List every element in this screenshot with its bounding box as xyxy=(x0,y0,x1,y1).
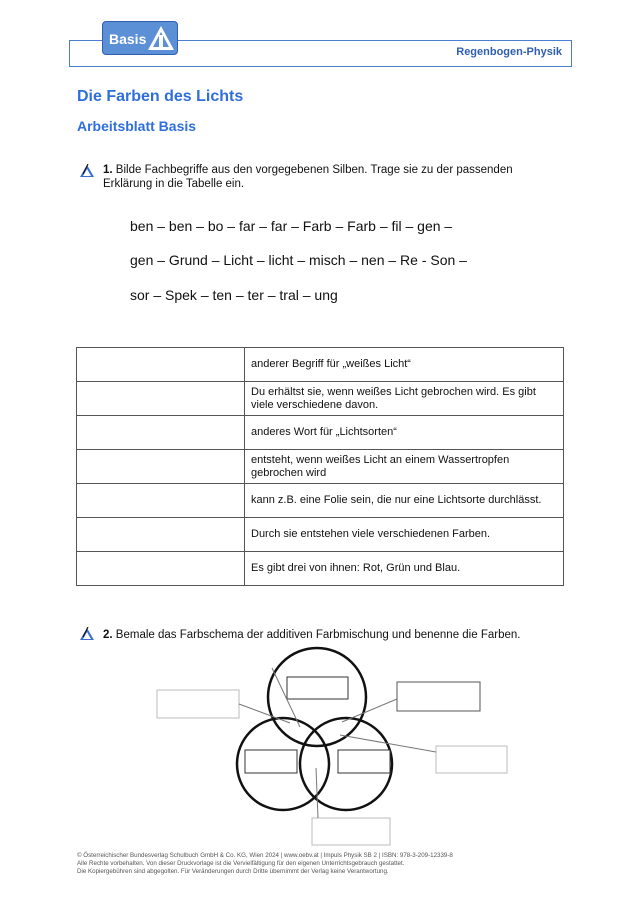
brand-label: Regenbogen-Physik xyxy=(456,46,562,58)
pointer-line xyxy=(342,699,397,722)
footer-line-2: Alle Rechte vorbehalten. Von dieser Druckvorlage ist die Vervielfältigung für den eigenen Unterrichtsgebrauch gestattet. xyxy=(77,860,405,867)
syllable-line-2: gen – Grund – Licht – licht – misch – nen – Re - Son – xyxy=(130,252,467,268)
explanation-cell: entsteht, wenn weißes Licht an einem Wassertropfen gebrochen wird xyxy=(245,450,564,484)
task-1-text: Bilde Fachbegriffe aus den vorgegebenen Silben. Trage sie zu der passenden Erklärung in die Tabelle ein. xyxy=(103,164,513,190)
page-title: Die Farben des Lichts xyxy=(77,88,244,105)
syllable-line-1: ben – ben – bo – far – far – Farb – Farb – fil – gen – xyxy=(130,218,453,234)
answer-box-outer-right[interactable] xyxy=(397,682,480,711)
answer-box-right[interactable] xyxy=(338,750,390,773)
footer xyxy=(77,852,453,876)
footer-line-1: © Österreichischer Bundesverlag Schulbuch GmbH & Co. KG, Wien 2024 | www.oebv.at | Impuls Physik SB 2 | ISBN: 978-3-209-12339-8 xyxy=(77,852,453,859)
answer-box-top[interactable] xyxy=(287,677,348,699)
page-subtitle: Arbeitsblatt Basis xyxy=(77,118,197,134)
answer-box-outer-left[interactable] xyxy=(157,690,239,718)
footer-line-3: Die Kopiergebühren sind abgegolten. Für Veränderungen durch Dritte übernimmt der Verlag keine Verantwortung. xyxy=(77,868,389,875)
syllable-line-3: sor – Spek – ten – ter – tral – ung xyxy=(130,287,338,303)
pointer-line xyxy=(340,735,436,752)
answer-box-outer-far-right[interactable] xyxy=(436,746,507,773)
task-1-number: 1. xyxy=(103,164,113,176)
explanation-cell: anderes Wort für „Lichtsorten“ xyxy=(245,416,564,450)
explanation-cell: Du erhältst sie, wenn weißes Licht gebrochen wird. Es gibt viele verschiedene davon. xyxy=(245,382,564,416)
logo-text: Basis xyxy=(109,31,147,47)
answer-box-bottom[interactable] xyxy=(312,818,390,845)
explanation-cell: kann z.B. eine Folie sein, die nur eine Lichtsorte durchlässt. xyxy=(245,484,564,518)
explanation-cell: Durch sie entstehen viele verschiedenen Farben. xyxy=(245,518,564,552)
task-2-number: 2. xyxy=(103,629,113,641)
answer-box-left[interactable] xyxy=(245,750,297,773)
explanation-cell: anderer Begriff für „weißes Licht“ xyxy=(245,348,564,382)
pointer-line xyxy=(239,704,290,723)
explanation-cell: Es gibt drei von ihnen: Rot, Grün und Blau. xyxy=(245,552,564,586)
task-2-text: Bemale das Farbschema der additiven Farbmischung und benenne die Farben. xyxy=(115,629,521,641)
